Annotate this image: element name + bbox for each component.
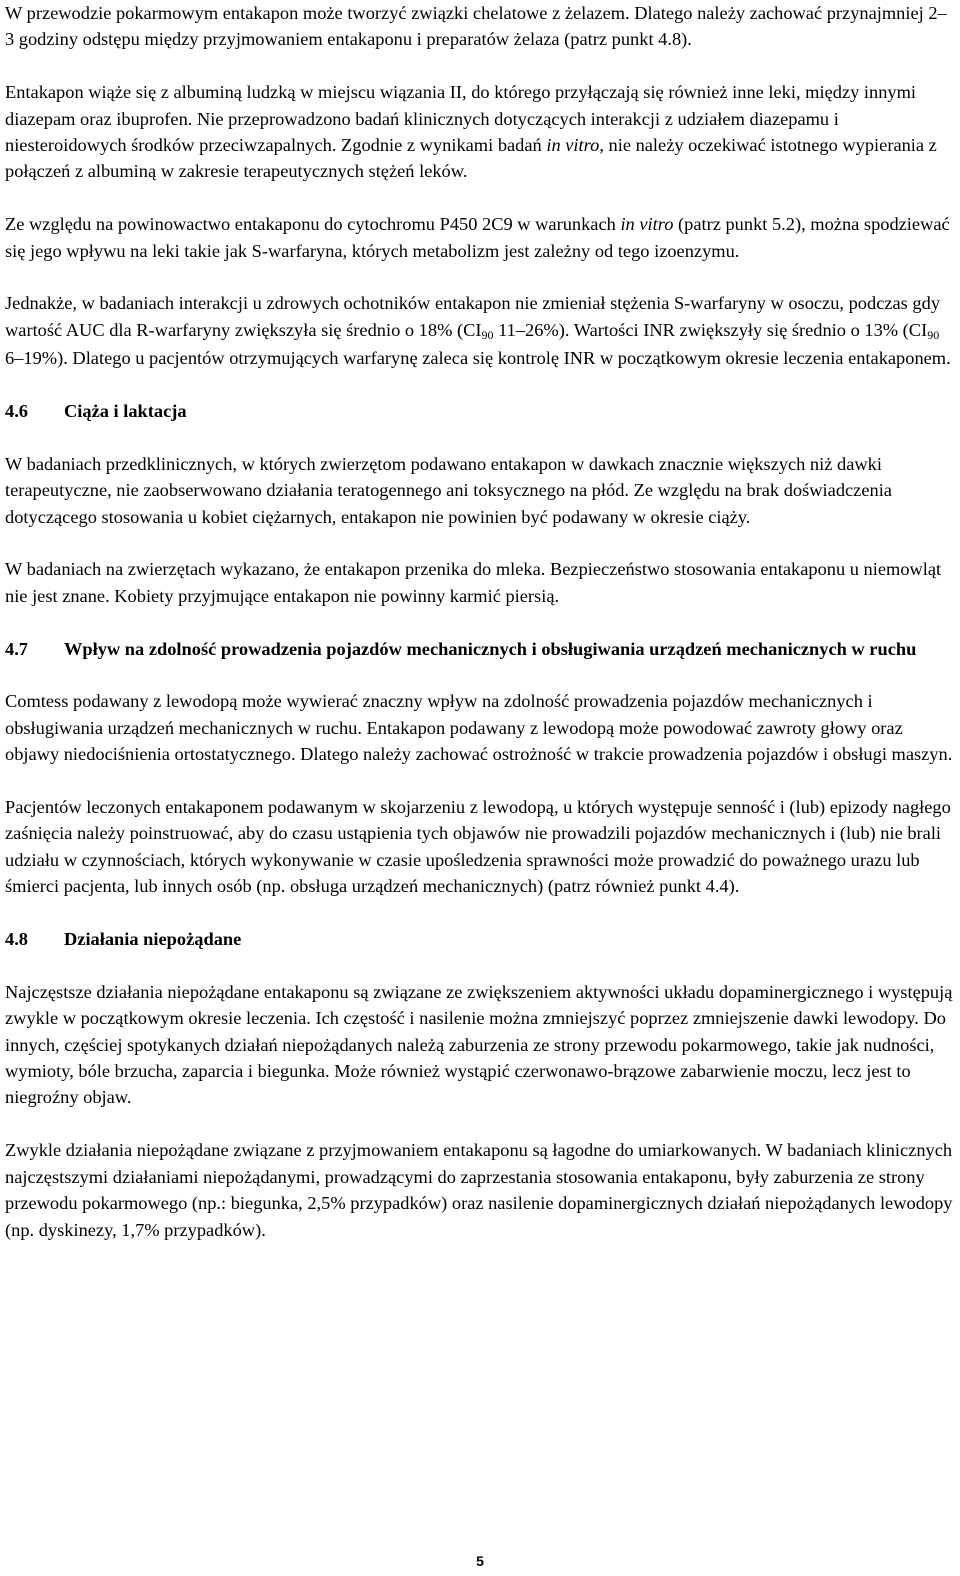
text-run: , nie należy oczekiwać istotnego wypierania z połączeń z albuminą w zakresie terapeutycznych stężeń leków. <box>5 135 937 182</box>
section-heading-4-6 <box>5 398 955 424</box>
section-title: Działania niepożądane <box>64 929 242 950</box>
document-page <box>5 0 955 1269</box>
paragraph-lactation: W badaniach na zwierzętach wykazano, że entakapon przenika do mleka. Bezpieczeństwo stosowania entakaponu u niemowląt nie jest znane. Kobiety przyjmujące entakapon nie powinny karmić piersią. <box>5 559 942 606</box>
paragraph-warfarin <box>5 290 955 371</box>
paragraph-albumin-binding <box>5 79 955 185</box>
text-run: Jednakże, w badaniach interakcji u zdrowych ochotników entakapon nie zmieniał stężenia S-warfaryny w osoczu, podczas gdy wartość AUC dla R-warfaryny zwiększyła się średnio o 18% (CI <box>5 293 941 340</box>
italic-term: in vitro <box>546 135 600 156</box>
paragraph-driving: Comtess podawany z lewodopą może wywierać znaczny wpływ na zdolność prowadzenia pojazdów mechanicznych i obsługiwania urządzeń mechanicznych w ruchu. Entakapon podawany z lewodopą może powodować zawroty głowy oraz objawy niedociśnienia ortostatycznego. Dlatego należy zachować ostrożność w trakcie prowadzenia pojazdów i obsługi maszyn. <box>5 691 953 765</box>
paragraph-cyp2c9 <box>5 211 955 264</box>
section-title: Ciąża i laktacja <box>64 401 187 422</box>
paragraph-adverse-mild: Zwykle działania niepożądane związane z przyjmowaniem entakaponu są łagodne do umiarkowanych. W badaniach klinicznych najczęstszymi działaniami niepożądanymi, prowadzącymi do zaprzestania stosowania entakaponu, były zaburzenia ze strony przewodu pokarmowego (np.: biegunka, 2,5% przypadków) oraz nasilenie dopaminergicznych działań niepożądanych lewodopy (np. dyskinezy, 1,7% przypadków). <box>5 1140 953 1240</box>
paragraph-somnolence: Pacjentów leczonych entakaponem podawanym w skojarzeniu z lewodopą, u których występuje senność i (lub) epizody nagłego zaśnięcia należy poinstruować, aby do czasu ustąpienia tych objawów nie prowadzili pojazdów mechanicznych i (lub) nie brali udziału w czynnościach, których wykonywanie w czasie upośledzenia sprawności może prowadzić do poważnego urazu lub śmierci pacjenta, lub innych osób (np. obsługa urządzeń mechanicznych) (patrz również punkt 4.4). <box>5 797 951 897</box>
section-number: 4.6 <box>5 401 28 422</box>
text-run: (patrz punkt 5.2), można spodziewać się jego wpływu na leki takie jak S-warfaryna, których metabolizm jest zależny od tego izoenzymu. <box>5 214 950 261</box>
section-number: 4.8 <box>5 929 28 950</box>
section-title: Wpływ na zdolność prowadzenia pojazdów mechanicznych i obsługiwania urządzeń mechanicznych w ruchu <box>64 638 917 659</box>
section-heading-4-8 <box>5 926 955 952</box>
text-run: Ze względu na powinowactwo entakaponu do cytochromu P450 2C9 w warunkach <box>5 214 616 235</box>
text-run: 6–19%). Dlatego u pacjentów otrzymujących warfarynę zaleca się kontrolę INR w początkowym okresie leczenia entakaponem. <box>5 348 951 369</box>
text-run: 11–26%). Wartości INR zwiększyły się średnio o 13% (CI <box>498 319 928 340</box>
paragraph-iron-chelation: W przewodzie pokarmowym entakapon może tworzyć związki chelatowe z żelazem. Dlatego należy zachować przynajmniej 2–3 godziny odstępu między przyjmowaniem entakaponu i preparatów żelaza (patrz punkt 4.8). <box>5 3 947 50</box>
subscript: 90 <box>927 327 940 342</box>
paragraph-adverse-common: Najczęstsze działania niepożądane entakaponu są związane ze zwiększeniem aktywności układu dopaminergicznego i występują zwykle w początkowym okresie leczenia. Ich częstość i nasilenie można zmniejszyć poprzez zmniejszenie dawki lewodopy. Do innych, częściej spotykanych działań niepożądanych należą zaburzenia ze strony przewodu pokarmowego, takie jak nudności, wymioty, bóle brzucha, zaparcia i biegunka. Może również wystąpić czerwonawo-brązowe zabarwienie moczu, lecz jest to niegroźny objaw. <box>5 981 953 1108</box>
text-run: Entakapon wiąże się z albuminą ludzką w miejscu wiązania II, do którego przyłączają się również inne leki, między innymi diazepam oraz ibuprofen. Nie przeprowadzono badań klinicznych dotyczących interakcji z udziałem diazepamu i niesteroidowych środków przeciwzapalnych. Zgodnie z wynikami badań <box>5 82 917 156</box>
paragraph-preclinical: W badaniach przedklinicznych, w których zwierzętom podawano entakapon w dawkach znacznie większych niż dawki terapeutyczne, nie zaobserwowano działania teratogennego ani toksycznego na płód. Ze względu na brak doświadczenia dotyczącego stosowania u kobiet ciężarnych, entakapon nie powinien być podawany w okresie ciąży. <box>5 453 892 527</box>
section-number: 4.7 <box>5 638 28 659</box>
page-number: 5 <box>476 1553 484 1569</box>
section-heading-4-7 <box>5 636 955 662</box>
subscript: 90 <box>481 327 494 342</box>
italic-term: in vitro <box>620 214 674 235</box>
